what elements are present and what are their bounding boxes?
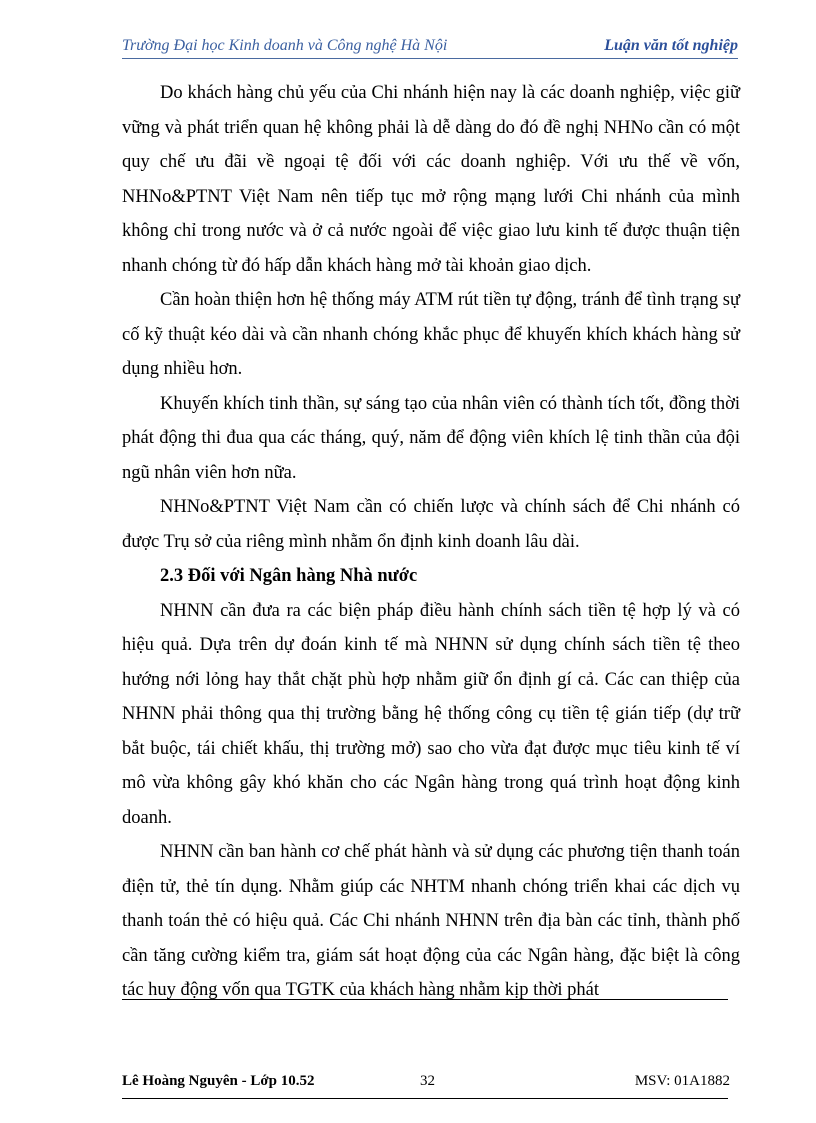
document-type: Luận văn tốt nghiệp <box>604 37 738 54</box>
footer-bottom-rule <box>122 1098 728 1099</box>
page-header <box>122 34 738 59</box>
page-footer <box>122 1073 730 1093</box>
document-body <box>122 76 740 1008</box>
section-heading: 2.3 Đối với Ngân hàng Nhà nước <box>160 566 418 586</box>
page-number: 32 <box>420 1073 435 1089</box>
paragraph-customers: Do khách hàng chủ yếu của Chi nhánh hiện nay là các doanh nghiệp, việc giữ vững và phát triển quan hệ không phải là dễ dàng do đó đề nghị NHNo cần có một quy chế ưu đãi về ngoại tệ đối với các doanh nghiệp. Với ưu thế về vốn, NHNo&PTNT Việt Nam nên tiếp tục mở rộng mạng lưới Chi nhánh của mình không chỉ trong nước và ở cả nước ngoài để việc giao lưu kinh tế được thuận tiện nhanh chóng từ đó hấp dẫn khách hàng mở tài khoản giao dịch. <box>122 83 740 276</box>
paragraph-staff: Khuyến khích tinh thần, sự sáng tạo của nhân viên có thành tích tốt, đồng thời phát động thi đua qua các tháng, quý, năm để động viên khích lệ tinh thần của đội ngũ nhân viên hơn nữa. <box>122 393 740 483</box>
university-name: Trường Đại học Kinh doanh và Công nghệ Hà Nội <box>122 37 448 54</box>
footer-separator <box>122 999 728 1000</box>
paragraph-monetary-policy: NHNN cần đưa ra các biện pháp điều hành chính sách tiền tệ hợp lý và có hiệu quả. Dựa trên dự đoán kinh tế mà NHNN sử dụng chính sách tiền tệ theo hướng nới lỏng hay thắt chặt phù hợp nhằm giữ ổn định gí cả. Các can thiệp của NHNN phải thông qua thị trường bằng hệ thống công cụ tiền tệ gián tiếp (dự trữ bắt buộc, tái chiết khấu, thị trường mở) sao cho vừa đạt được mục tiêu kinh tế ví mô vừa không gây khó khăn cho các Ngân hàng trong quá trình hoạt động kinh doanh. <box>122 600 740 828</box>
paragraph-headquarters: NHNo&PTNT Việt Nam cần có chiến lược và chính sách để Chi nhánh có được Trụ sở của riêng mình nhằm ổn định kinh doanh lâu dài. <box>122 497 740 552</box>
paragraph-atm: Cần hoàn thiện hơn hệ thống máy ATM rút tiền tự động, tránh để tình trạng sự cố kỹ thuật kéo dài và cần nhanh chóng khắc phục để khuyến khích khách hàng sử dụng nhiều hơn. <box>122 290 740 379</box>
student-id: MSV: 01A1882 <box>634 1073 730 1089</box>
paragraph-electronic-payment: NHNN cần ban hành cơ chế phát hành và sử dụng các phương tiện thanh toán điện tử, thẻ tín dụng. Nhằm giúp các NHTM nhanh chóng triển khai các dịch vụ thanh toán thẻ có hiệu quả. Các Chi nhánh NHNN trên địa bàn các tỉnh, thành phố cần tăng cường kiểm tra, giám sát hoạt động của các Ngân hàng, đặc biệt là công tác huy động vốn qua TGTK của khách hàng nhằm kịp thời phát <box>122 842 740 1000</box>
author-name: Lê Hoàng Nguyên - Lớp 10.52 <box>122 1073 315 1089</box>
